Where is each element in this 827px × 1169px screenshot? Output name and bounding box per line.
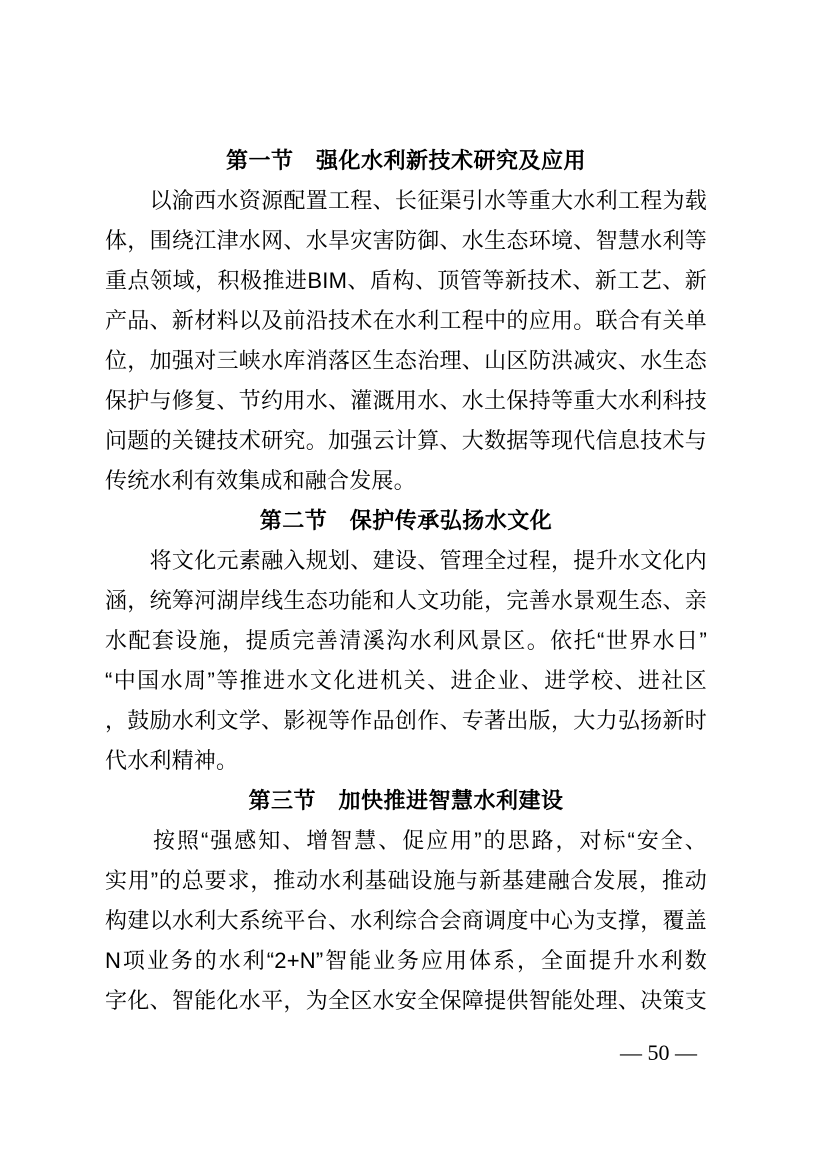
- text-line: 保护与修复、节约用水、灌溉用水、水土保持等重大水利科技: [105, 388, 707, 413]
- text-line: 构建以水利大系统平台、水利综合会商调度中心为支撑，覆盖: [105, 908, 707, 933]
- text-line: 代水利精神。: [105, 748, 239, 773]
- text-line: 按照“强感知、增智慧、促应用”的思路，对标“安全、: [105, 828, 707, 853]
- text-line: 以渝西水资源配置工程、长征渠引水等重大水利工程为载: [105, 188, 707, 213]
- text-line: 将文化元素融入规划、建设、管理全过程，提升水文化内: [105, 548, 707, 573]
- text-line: 位，加强对三峡水库消落区生态治理、山区防洪减灾、水生态: [105, 348, 707, 373]
- page-number: — 50 —: [620, 1040, 697, 1065]
- text-line: N项业务的水利“2+N”智能业务应用体系，全面提升水利数: [105, 948, 707, 973]
- text-line: 实用”的总要求，推动水利基础设施与新基建融合发展，推动: [105, 868, 707, 893]
- section-1-paragraph: [105, 181, 707, 501]
- section-3-heading: 第三节 加快推进智慧水利建设: [248, 788, 564, 813]
- text-line: 问题的关键技术研究。加强云计算、大数据等现代信息技术与: [105, 428, 707, 453]
- text-line: 产品、新材料以及前沿技术在水利工程中的应用。联合有关单: [105, 308, 707, 333]
- document-content: [105, 141, 707, 1021]
- text-line: 传统水利有效集成和融合发展。: [105, 468, 416, 493]
- section-2-paragraph: [105, 541, 707, 781]
- text-line: ，鼓励水利文学、影视等作品创作、专著出版，大力弘扬新时: [105, 708, 707, 733]
- text-line: “中国水周”等推进水文化进机关、进企业、进学校、进社区: [105, 668, 707, 693]
- text-line: 体，围绕江津水网、水旱灾害防御、水生态环境、智慧水利等: [105, 228, 707, 253]
- text-line: 字化、智能化水平，为全区水安全保障提供智能处理、决策支: [105, 988, 707, 1013]
- section-2-heading: 第二节 保护传承弘扬水文化: [259, 508, 553, 533]
- text-line: 水配套设施，提质完善清溪沟水利风景区。依托“世界水日”: [105, 628, 707, 653]
- text-line: 重点领域，积极推进BIM、盾构、顶管等新技术、新工艺、新: [105, 268, 707, 293]
- text-line: 涵，统筹河湖岸线生态功能和人文功能，完善水景观生态、亲: [105, 588, 707, 613]
- section-1-heading: 第一节 强化水利新技术研究及应用: [225, 148, 586, 173]
- section-3-paragraph: [105, 821, 707, 1021]
